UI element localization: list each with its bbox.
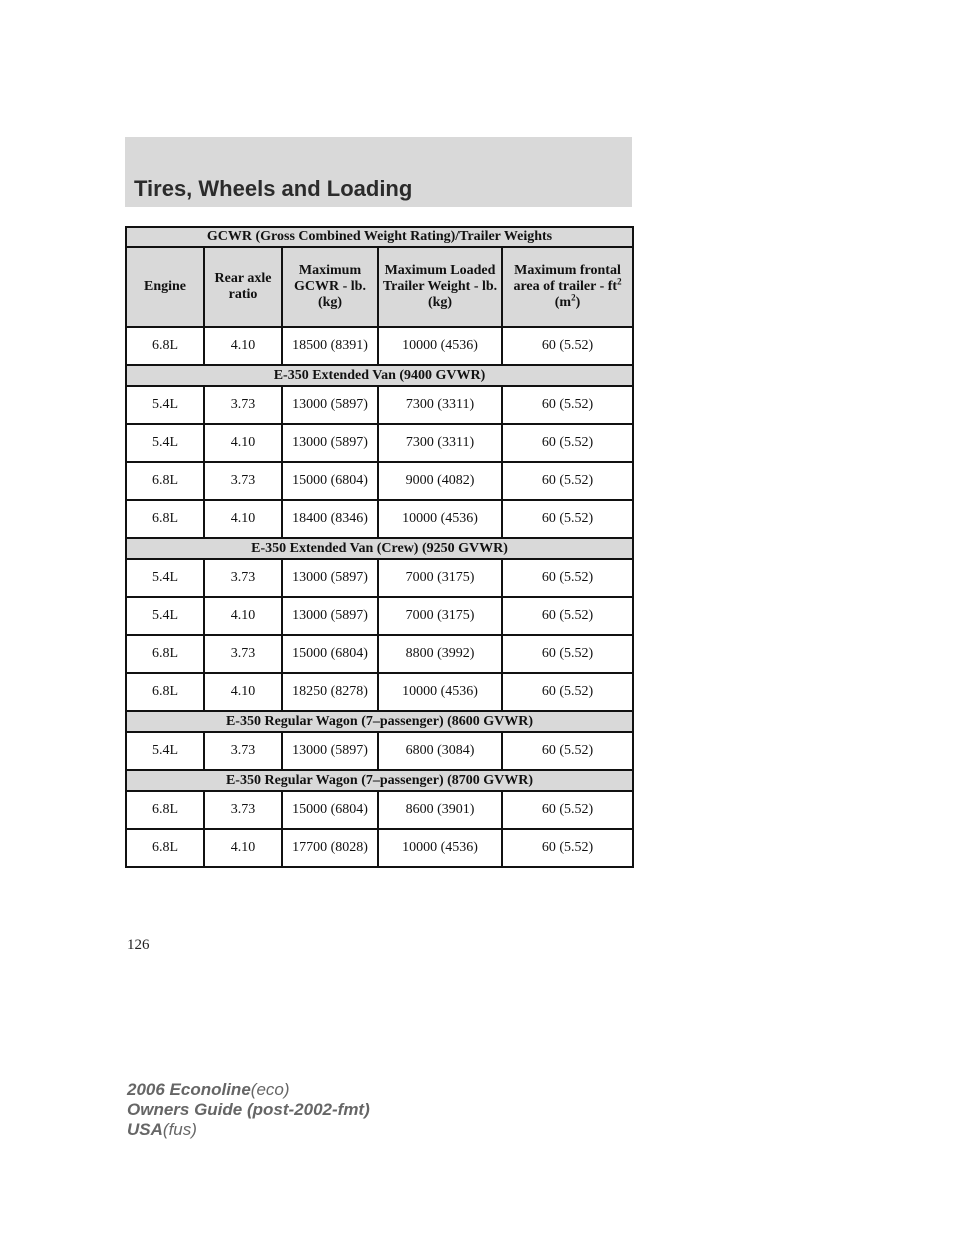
- table-row: [126, 829, 633, 867]
- page-number: 126: [127, 937, 150, 953]
- cell-frontal-area: 60 (5.52): [502, 327, 633, 365]
- frontal-metric-sup: 2: [571, 292, 576, 303]
- group-header-row: [126, 770, 633, 791]
- cell-frontal-area: 60 (5.52): [502, 386, 633, 424]
- cell-engine: 5.4L: [126, 732, 204, 770]
- cell-engine: 5.4L: [126, 597, 204, 635]
- cell-engine: 6.8L: [126, 462, 204, 500]
- footer-market-code: (fus): [162, 1120, 197, 1139]
- cell-max-gcwr: 13000 (5897): [282, 597, 378, 635]
- cell-engine: 6.8L: [126, 500, 204, 538]
- cell-engine: 5.4L: [126, 559, 204, 597]
- cell-trailer-weight: 10000 (4536): [378, 673, 502, 711]
- col-header-max-frontal-area: [502, 247, 633, 327]
- cell-frontal-area: 60 (5.52): [502, 791, 633, 829]
- table-row: [126, 386, 633, 424]
- cell-axle-ratio: 3.73: [204, 462, 282, 500]
- group-title: E-350 Extended Van (9400 GVWR): [126, 365, 633, 386]
- group-header-row: [126, 365, 633, 386]
- table-body: [126, 327, 633, 867]
- cell-frontal-area: 60 (5.52): [502, 635, 633, 673]
- cell-trailer-weight: 9000 (4082): [378, 462, 502, 500]
- table-row: [126, 424, 633, 462]
- group-header-row: [126, 538, 633, 559]
- cell-axle-ratio: 3.73: [204, 559, 282, 597]
- cell-axle-ratio: 3.73: [204, 791, 282, 829]
- footer-market: USA: [127, 1120, 163, 1139]
- gcwr-table: [125, 226, 634, 868]
- cell-axle-ratio: 3.73: [204, 732, 282, 770]
- cell-frontal-area: 60 (5.52): [502, 462, 633, 500]
- cell-max-gcwr: 13000 (5897): [282, 386, 378, 424]
- col-header-max-gcwr: Maximum GCWR - lb. (kg): [282, 247, 378, 327]
- col-header-engine: Engine: [126, 247, 204, 327]
- cell-trailer-weight: 8800 (3992): [378, 635, 502, 673]
- cell-axle-ratio: 3.73: [204, 635, 282, 673]
- cell-frontal-area: 60 (5.52): [502, 500, 633, 538]
- cell-frontal-area: 60 (5.52): [502, 424, 633, 462]
- cell-trailer-weight: 8600 (3901): [378, 791, 502, 829]
- cell-axle-ratio: 4.10: [204, 597, 282, 635]
- cell-max-gcwr: 13000 (5897): [282, 732, 378, 770]
- cell-max-gcwr: 13000 (5897): [282, 559, 378, 597]
- cell-engine: 6.8L: [126, 791, 204, 829]
- cell-axle-ratio: 4.10: [204, 500, 282, 538]
- footer: [127, 1080, 370, 1140]
- cell-max-gcwr: 15000 (6804): [282, 462, 378, 500]
- cell-engine: 5.4L: [126, 424, 204, 462]
- cell-trailer-weight: 7300 (3311): [378, 386, 502, 424]
- cell-engine: 6.8L: [126, 829, 204, 867]
- table-row: [126, 673, 633, 711]
- table-row: [126, 462, 633, 500]
- group-title: E-350 Regular Wagon (7–passenger) (8700 GVWR): [126, 770, 633, 791]
- cell-max-gcwr: 15000 (6804): [282, 635, 378, 673]
- cell-trailer-weight: 7300 (3311): [378, 424, 502, 462]
- cell-frontal-area: 60 (5.52): [502, 673, 633, 711]
- cell-trailer-weight: 6800 (3084): [378, 732, 502, 770]
- cell-trailer-weight: 7000 (3175): [378, 559, 502, 597]
- group-title: E-350 Regular Wagon (7–passenger) (8600 GVWR): [126, 711, 633, 732]
- cell-trailer-weight: 10000 (4536): [378, 829, 502, 867]
- table-row: [126, 327, 633, 365]
- section-title: Tires, Wheels and Loading: [134, 176, 413, 201]
- table-row: [126, 732, 633, 770]
- footer-guide: Owners Guide (post-2002-fmt): [127, 1100, 370, 1119]
- col-header-max-trailer-weight: Maximum Loaded Trailer Weight - lb. (kg): [378, 247, 502, 327]
- frontal-label: Maximum frontal area of trailer - ft: [513, 263, 621, 294]
- cell-trailer-weight: 7000 (3175): [378, 597, 502, 635]
- footer-model: 2006 Econoline: [127, 1080, 251, 1099]
- footer-model-code: (eco): [250, 1080, 290, 1099]
- cell-frontal-area: 60 (5.52): [502, 829, 633, 867]
- cell-axle-ratio: 4.10: [204, 673, 282, 711]
- cell-max-gcwr: 17700 (8028): [282, 829, 378, 867]
- cell-engine: 6.8L: [126, 635, 204, 673]
- cell-max-gcwr: 15000 (6804): [282, 791, 378, 829]
- table-row: [126, 791, 633, 829]
- cell-engine: 5.4L: [126, 386, 204, 424]
- cell-engine: 6.8L: [126, 327, 204, 365]
- table-row: [126, 597, 633, 635]
- cell-axle-ratio: 4.10: [204, 327, 282, 365]
- table-row: [126, 635, 633, 673]
- table-row: [126, 559, 633, 597]
- cell-axle-ratio: 4.10: [204, 829, 282, 867]
- frontal-metric-open: (m: [554, 295, 572, 310]
- group-title: E-350 Extended Van (Crew) (9250 GVWR): [126, 538, 633, 559]
- cell-frontal-area: 60 (5.52): [502, 732, 633, 770]
- table-caption: GCWR (Gross Combined Weight Rating)/Trailer Weights: [126, 227, 633, 247]
- table-row: [126, 500, 633, 538]
- frontal-sup: 2: [617, 276, 622, 287]
- cell-max-gcwr: 18400 (8346): [282, 500, 378, 538]
- cell-axle-ratio: 4.10: [204, 424, 282, 462]
- cell-frontal-area: 60 (5.52): [502, 597, 633, 635]
- col-header-axle-ratio: Rear axle ratio: [204, 247, 282, 327]
- cell-axle-ratio: 3.73: [204, 386, 282, 424]
- frontal-metric-close: ): [575, 295, 581, 310]
- cell-frontal-area: 60 (5.52): [502, 559, 633, 597]
- cell-max-gcwr: 18500 (8391): [282, 327, 378, 365]
- cell-engine: 6.8L: [126, 673, 204, 711]
- cell-max-gcwr: 13000 (5897): [282, 424, 378, 462]
- group-header-row: [126, 711, 633, 732]
- cell-trailer-weight: 10000 (4536): [378, 327, 502, 365]
- cell-trailer-weight: 10000 (4536): [378, 500, 502, 538]
- cell-max-gcwr: 18250 (8278): [282, 673, 378, 711]
